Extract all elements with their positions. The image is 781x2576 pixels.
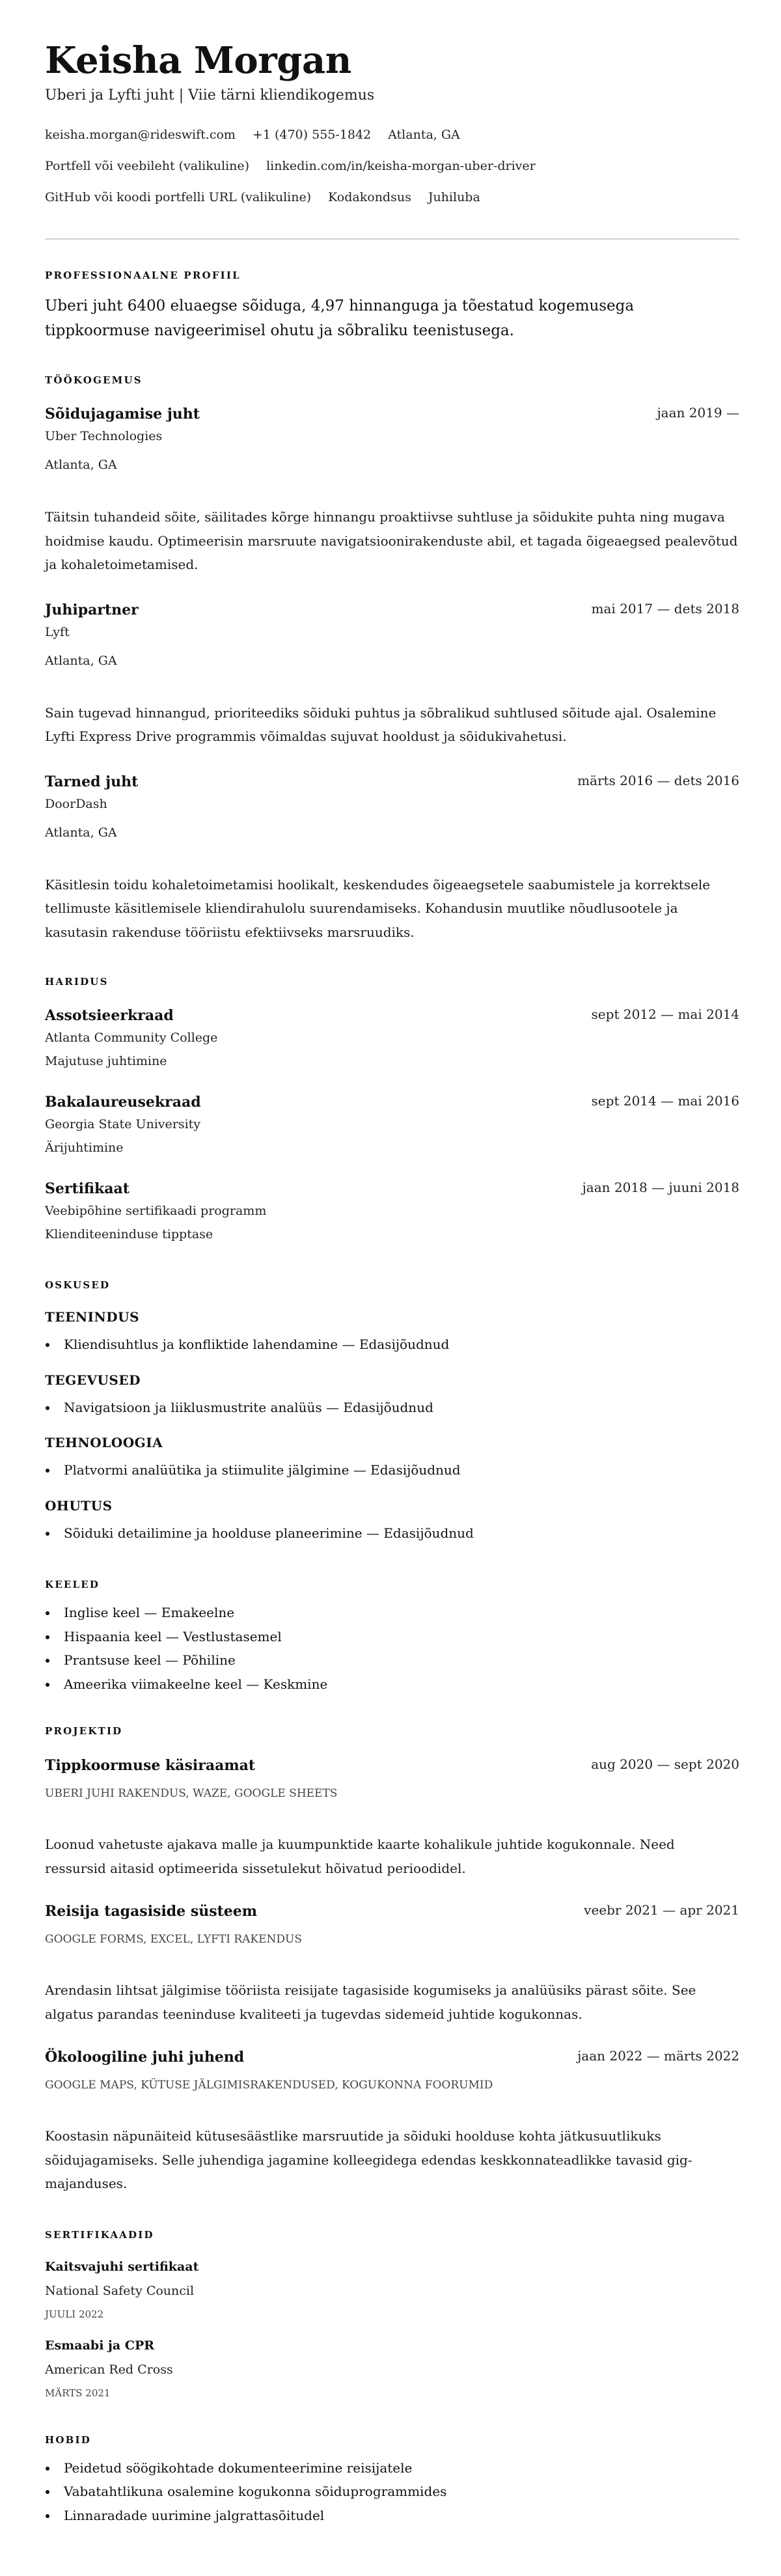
skill-item: Platvormi analüütika ja stiimulite jälgimine — Edasijõudnud (64, 1458, 739, 1482)
job-title: Tarned juht (45, 773, 139, 790)
resume-header (45, 40, 739, 213)
contact-row (45, 119, 739, 150)
item-header (45, 1092, 739, 1112)
education-entry (45, 1179, 739, 1246)
education-section (45, 975, 739, 1246)
skill-item: Navigatsioon ja liiklusmustrite analüüs — Edasijõudnud (64, 1396, 739, 1420)
date-range: veebr 2021 — apr 2021 (584, 1902, 739, 1918)
certifications-section (45, 2228, 739, 2400)
skill-group-heading: TEGEVUSED (45, 1372, 141, 1388)
certification-entry (45, 2258, 739, 2321)
date-range: jaan 2019 — (657, 405, 739, 421)
language-item: Inglise keel — Emakeelne (64, 1601, 739, 1625)
contact-row (45, 150, 739, 182)
school-name: Georgia State University (45, 1117, 201, 1131)
project-technologies: GOOGLE MAPS, KÜTUSE JÄLGIMISRAKENDUSED, KOGUKONNA FOORUMID (45, 2079, 493, 2092)
drivers-license: Juhiluba (428, 190, 480, 204)
skill-list (45, 1458, 739, 1482)
linkedin-link[interactable]: linkedin.com/in/keisha-morgan-uber-driver (266, 159, 536, 173)
project-description: Arendasin lihtsat jälgimise tööriista reisijate tagasiside kogumiseks ja analüüsiks pärast sõite. See algatus parandas teeninduse kvaliteeti ja tugevdas sidemeid juhtide kogukonnas. (45, 1982, 696, 2022)
job-location: Atlanta, GA (45, 653, 117, 668)
citizenship: Kodakondsus (328, 190, 411, 204)
github-link[interactable]: GitHub või koodi portfelli URL (valikuline) (45, 190, 312, 204)
job-title: Juhipartner (45, 601, 139, 618)
item-header (45, 2047, 739, 2067)
skill-group-heading: OHUTUS (45, 1497, 113, 1514)
section-heading: SERTIFIKAADID (45, 2228, 154, 2241)
section-heading: TÖÖKOGEMUS (45, 374, 143, 386)
date-range: aug 2020 — sept 2020 (591, 1756, 739, 1772)
certification-date: MÄRTS 2021 (45, 2387, 111, 2399)
job-description: Täitsin tuhandeid sõite, säilitades kõrge hinnangu proaktiivse suhtluse ja sõidukite puhta ning mugava hoidmise kaudu. Optimeerisin marsruute navigatsioonirakenduste abil, et tagada õigeaegsed pealevõtud ja kohaletoimetamised. (45, 509, 738, 572)
date-range: mai 2017 — dets 2018 (591, 600, 739, 616)
project-description: Loonud vahetuste ajakava malle ja kuumpunktide kaarte kohalikule juhtide kogukonnale. Need ressursid aitasid optimeerida sissetulekut hõivatud perioodidel. (45, 1836, 675, 1876)
hobbies-list (45, 2456, 739, 2528)
certification-entry (45, 2337, 739, 2400)
job-location: Atlanta, GA (45, 825, 117, 840)
section-heading: PROJEKTID (45, 1725, 123, 1737)
education-entry (45, 1092, 739, 1159)
item-header (45, 1756, 739, 1775)
project-technologies: GOOGLE FORMS, EXCEL, LYFTI RAKENDUS (45, 1933, 302, 1946)
date-range: jaan 2022 — märts 2022 (577, 2048, 739, 2064)
skill-list (45, 1396, 739, 1420)
job-description: Sain tugevad hinnangud, prioriteediks sõiduki puhtus ja sõbralikud suhtlused sõitude ajal. Osalemine Lyfti Express Drive programmis võimaldas sujuvat hooldust ja sõidukivahetusi. (45, 704, 717, 744)
skill-group-heading: TEENINDUS (45, 1309, 140, 1325)
header-divider (45, 238, 739, 240)
item-header (45, 772, 739, 792)
certification-name: Kaitsvajuhi sertifikaat (45, 2259, 199, 2274)
language-item: Ameerika viimakeelne keel — Keskmine (64, 1672, 739, 1697)
language-item: Hispaania keel — Vestlustasemel (64, 1625, 739, 1649)
date-range: sept 2014 — mai 2016 (591, 1093, 739, 1109)
languages-section (45, 1578, 739, 1696)
certification-name: Esmaabi ja CPR (45, 2338, 155, 2353)
languages-list (45, 1601, 739, 1696)
project-entry (45, 2047, 739, 2196)
candidate-name: Keisha Morgan (45, 39, 351, 82)
profile-section (45, 269, 739, 343)
project-technologies: UBERI JUHI RAKENDUS, WAZE, GOOGLE SHEETS (45, 1787, 338, 1800)
job-description: Käsitlesin toidu kohaletoimetamisi hoolikalt, keskendudes õigeaegsetele saabumistele ja korrektsele tellimuste käsitlemisele kliendirahulolu suurendamiseks. Kohandusin muutlike nõudlusootele ja kasutasin rakenduse tööriistu efektiivseks marsruudiks. (45, 876, 711, 940)
certification-issuer: American Red Cross (45, 2362, 173, 2377)
hobby-item: Vabatahtlikuna osalemine kogukonna sõiduprogrammides (64, 2480, 739, 2504)
company-name: Lyft (45, 624, 70, 639)
skill-item: Sõiduki detailimine ja hoolduse planeerimine — Edasijõudnud (64, 1521, 739, 1545)
degree-title: Bakalaureusekraad (45, 1094, 201, 1111)
projects-section (45, 1724, 739, 2196)
section-heading: KEELED (45, 1579, 100, 1590)
company-name: Uber Technologies (45, 429, 163, 443)
section-heading: HARIDUS (45, 976, 109, 988)
project-title: Reisija tagasiside süsteem (45, 1903, 258, 1920)
project-description: Koostasin näpunäiteid kütusesäästlike marsruutide ja sõiduki hoolduse kohta jätkusuutlikuks sõidujagamiseks. Selle juhendiga jagamine kolleegidega edendas keskkonnateadlikke tavasid gig-majanduses. (45, 2128, 692, 2191)
project-entry (45, 1902, 739, 2026)
phone-number[interactable]: +1 (470) 555-1842 (252, 128, 372, 142)
date-range: sept 2012 — mai 2014 (591, 1006, 739, 1022)
email-link[interactable]: keisha.morgan@rideswift.com (45, 128, 236, 142)
school-name: Veebipõhine sertifikaadi programm (45, 1204, 267, 1218)
project-title: Ökoloogiline juhi juhend (45, 2049, 245, 2066)
item-header (45, 1179, 739, 1198)
date-range: jaan 2018 — juuni 2018 (582, 1180, 739, 1195)
skill-group-heading: TEHNOLOOGIA (45, 1435, 163, 1450)
company-name: DoorDash (45, 796, 107, 811)
section-heading: OSKUSED (45, 1279, 111, 1291)
hobby-item: Linnaradade uurimine jalgrattasõitudel (64, 2504, 739, 2528)
candidate-headline: Uberi ja Lyfti juht | Viie tärni kliendikogemus (45, 87, 375, 104)
date-range: märts 2016 — dets 2016 (577, 772, 739, 788)
contact-info (45, 119, 739, 213)
section-heading: PROFESSIONAALNE PROFIIL (45, 270, 241, 281)
project-title: Tippkoormuse käsiraamat (45, 1757, 256, 1774)
hobbies-section (45, 2433, 739, 2528)
job-entry (45, 404, 739, 577)
field-of-study: Ärijuhtimine (45, 1141, 124, 1155)
skills-section (45, 1279, 739, 1545)
contact-row (45, 182, 739, 213)
item-header (45, 404, 739, 424)
certification-date: JUULI 2022 (45, 2308, 104, 2320)
skill-list (45, 1521, 739, 1545)
hobby-item: Peidetud söögikohtade dokumenteerimine reisijatele (64, 2456, 739, 2480)
item-header (45, 1006, 739, 1025)
job-entry (45, 600, 739, 749)
skill-item: Kliendisuhtlus ja konfliktide lahendamine — Edasijõudnud (64, 1333, 739, 1357)
experience-section (45, 374, 739, 944)
profile-text: Uberi juht 6400 eluaegse sõiduga, 4,97 hinnanguga ja tõestatud kogemusega tippkoormuse navigeerimisel ohutu ja sõbraliku teenistusega. (45, 298, 635, 339)
job-entry (45, 772, 739, 945)
section-heading: HOBID (45, 2433, 91, 2446)
portfolio-link[interactable]: Portfell või veebileht (valikuline) (45, 159, 250, 173)
location: Atlanta, GA (388, 128, 460, 142)
job-title: Sõidujagamise juht (45, 406, 200, 422)
job-location: Atlanta, GA (45, 458, 117, 472)
school-name: Atlanta Community College (45, 1031, 218, 1045)
field-of-study: Klienditeeninduse tipptase (45, 1227, 213, 1241)
degree-title: Sertifikaat (45, 1180, 130, 1197)
education-entry (45, 1006, 739, 1073)
item-header (45, 600, 739, 620)
skill-list (45, 1333, 739, 1357)
project-entry (45, 1756, 739, 1880)
field-of-study: Majutuse juhtimine (45, 1054, 167, 1068)
language-item: Prantsuse keel — Põhiline (64, 1648, 739, 1672)
item-header (45, 1902, 739, 1921)
degree-title: Assotsieerkraad (45, 1007, 174, 1024)
certification-issuer: National Safety Council (45, 2283, 195, 2298)
